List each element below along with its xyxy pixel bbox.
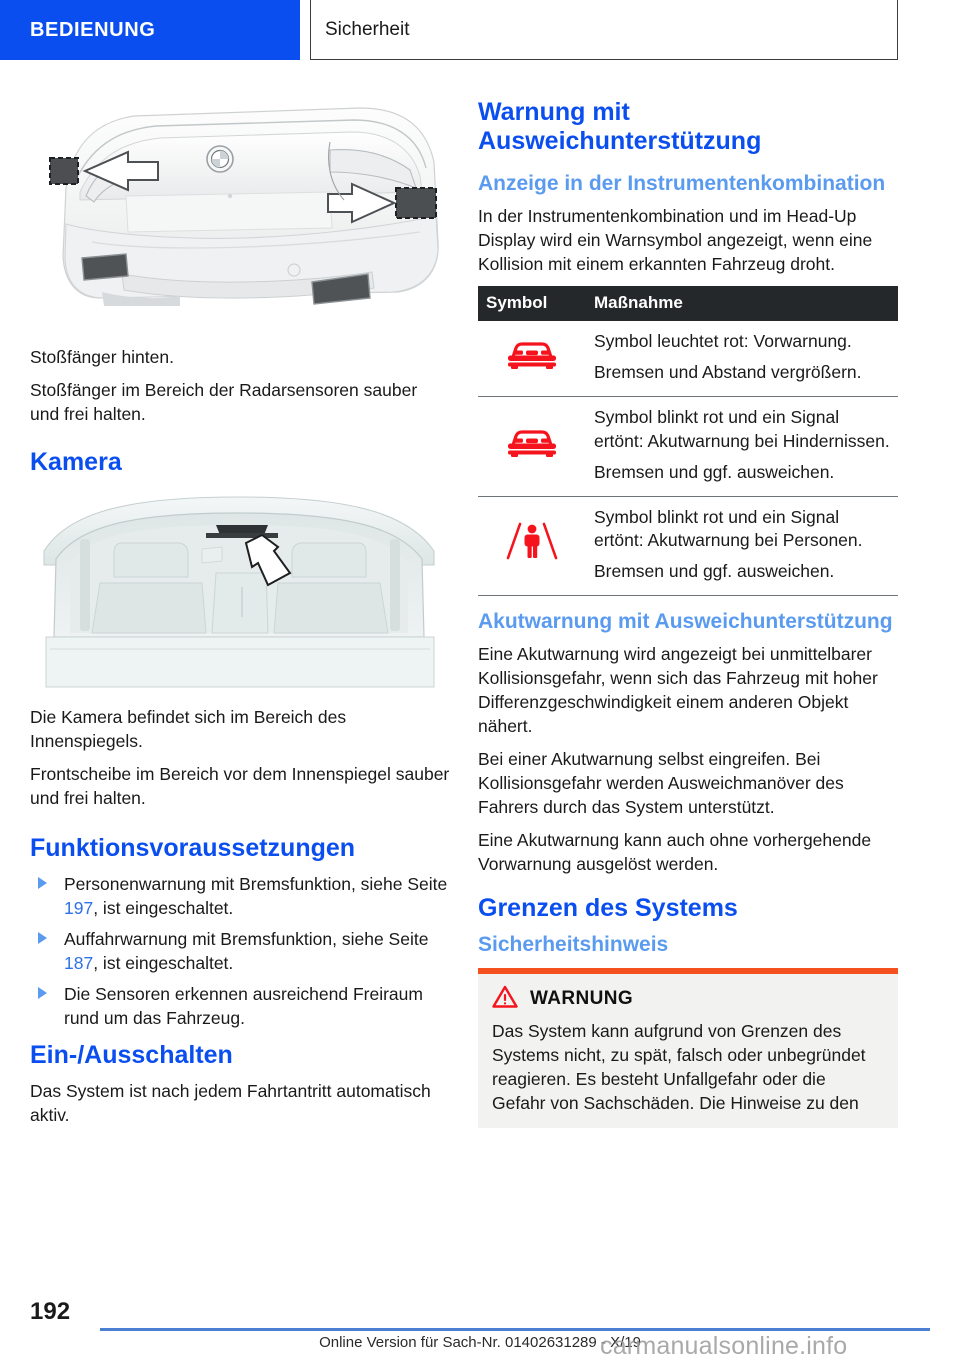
table-row [478, 496, 898, 596]
para-akut-3: Eine Akutwarnung kann auch ohne vorhergehende Vorwarnung ausgelöst werden. [478, 829, 872, 874]
radar-sensor-marker-left [50, 158, 78, 184]
right-column [478, 98, 898, 1128]
caption-bumper-2: Stoßfänger im Bereich der Radarsensoren sauber und frei halten. [30, 379, 418, 424]
footer-watermark: carmanualsonline.info [600, 1332, 848, 1360]
list-item-text-before: Personenwarnung mit Bremsfunktion, siehe Seite [64, 873, 448, 894]
page-footer [0, 1290, 960, 1362]
header-chapter-label: BEDIENUNG [0, 0, 300, 60]
table-header-symbol: Symbol [478, 286, 586, 321]
massnahme-cell [586, 496, 898, 596]
list-item-text-after: , ist eingeschaltet. [93, 952, 234, 973]
para-akut-2: Bei einer Akutwarnung selbst eingreifen. Bei Kollisionsgefahr werden Ausweichmanöver des Fahrers durch das System unterstützt. [478, 749, 844, 817]
heading-kamera: Kamera [30, 447, 122, 476]
table-row [478, 321, 898, 396]
massnahme-line: Symbol blinkt rot und ein Signal ertönt: Akutwarnung bei Hindernissen. [594, 406, 890, 451]
footer-online-version-note: Online Version für Sach-Nr. 01402631289 - X/19 [319, 1334, 641, 1351]
table-row [478, 396, 898, 496]
page-header [0, 0, 960, 66]
warning-box-header [492, 985, 884, 1013]
para-ein-ausschalten: Das System ist nach jedem Fahrtantritt automatisch aktiv. [30, 1080, 431, 1125]
list-item-text-after: , ist eingeschaltet. [93, 897, 234, 918]
massnahme-line: Bremsen und ggf. ausweichen. [594, 561, 835, 582]
bullet-triangle-icon [38, 877, 47, 889]
warning-box [478, 968, 898, 1128]
funktionsvoraussetzungen-list [30, 873, 450, 1031]
symbol-cell [478, 396, 586, 496]
heading-funktionsvoraussetzungen: Funktionsvoraussetzungen [30, 833, 356, 862]
para-kamera-1: Die Kamera befindet sich im Bereich des Innenspiegels. [30, 706, 347, 751]
figure-interior-camera [30, 487, 450, 692]
figure-rear-bumper-radar [30, 92, 450, 332]
radar-sensor-marker-right [396, 188, 436, 218]
heading-warnung-mit-ausweichunterstuetzung: Warnung mit Ausweichunterstützung [478, 98, 762, 155]
header-section-label: Sicherheit [310, 0, 898, 60]
pedestrian-warning-icon [504, 546, 560, 566]
car-front-warning-icon [503, 443, 561, 463]
table-header-massnahme: Maßnahme [586, 286, 898, 321]
list-item [30, 873, 450, 921]
left-column [30, 92, 450, 1137]
bullet-triangle-icon [38, 987, 47, 999]
list-item-text-before: Auffahrwarnung mit Bremsfunktion, siehe Seite [64, 928, 429, 949]
massnahme-line: Symbol blinkt rot und ein Signal ertönt: Akutwarnung bei Personen. [594, 506, 863, 551]
list-item-text-before: Die Sensoren erkennen ausreichend Freiraum rund um das Fahrzeug. [64, 983, 423, 1028]
para-anzeige: In der Instrumentenkombination und im Head-Up Display wird ein Warnsymbol angezeigt, wenn eine Kollision mit einem erkannten Fahrzeug droht. [478, 205, 873, 274]
warning-triangle-icon [492, 985, 518, 1013]
heading-anzeige-instrumentenkombination: Anzeige in der Instrumentenkombination [478, 172, 886, 195]
footer-rule [100, 1328, 930, 1331]
heading-grenzen-des-systems: Grenzen des Systems [478, 893, 738, 922]
list-item [30, 983, 450, 1031]
warning-box-text: Das System kann aufgrund von Grenzen des Systems nicht, zu spät, falsch oder unbegründet reagieren. Es besteht Unfallgefahr oder die Gefahr von Sachschäden. Die Hinweise zu den [492, 1020, 866, 1113]
symbol-massnahme-table [478, 286, 898, 597]
symbol-cell [478, 321, 586, 396]
table-header-row [478, 286, 898, 321]
warning-box-title: WARNUNG [530, 987, 634, 1009]
page-number: 192 [30, 1298, 71, 1325]
page-reference-link[interactable]: 187 [64, 952, 94, 973]
caption-bumper-1: Stoßfänger hinten. [30, 347, 174, 367]
bullet-triangle-icon [38, 932, 47, 944]
para-akut-1: Eine Akutwarnung wird angezeigt bei unmittelbarer Kollisionsgefahr, wenn sich das Fahrzeug mit hoher Differenzgeschwindigkeit einem anderen Objekt nähert. [478, 644, 878, 737]
page-reference-link[interactable]: 197 [64, 897, 94, 918]
list-item [30, 928, 450, 976]
massnahme-cell [586, 396, 898, 496]
massnahme-line: Bremsen und ggf. ausweichen. [594, 461, 835, 482]
massnahme-cell [586, 321, 898, 396]
massnahme-line: Bremsen und Abstand vergrößern. [594, 361, 862, 382]
heading-akutwarnung: Akutwarnung mit Ausweichunterstützung [478, 610, 893, 634]
para-kamera-2: Frontscheibe im Bereich vor dem Innenspiegel sauber und frei halten. [30, 763, 450, 808]
heading-ein-ausschalten: Ein-/Ausschalten [30, 1040, 233, 1069]
massnahme-line: Symbol leuchtet rot: Vorwarnung. [594, 330, 852, 351]
symbol-cell [478, 496, 586, 596]
car-front-warning-icon [503, 355, 561, 375]
heading-sicherheitshinweis: Sicherheitshinweis [478, 932, 669, 956]
